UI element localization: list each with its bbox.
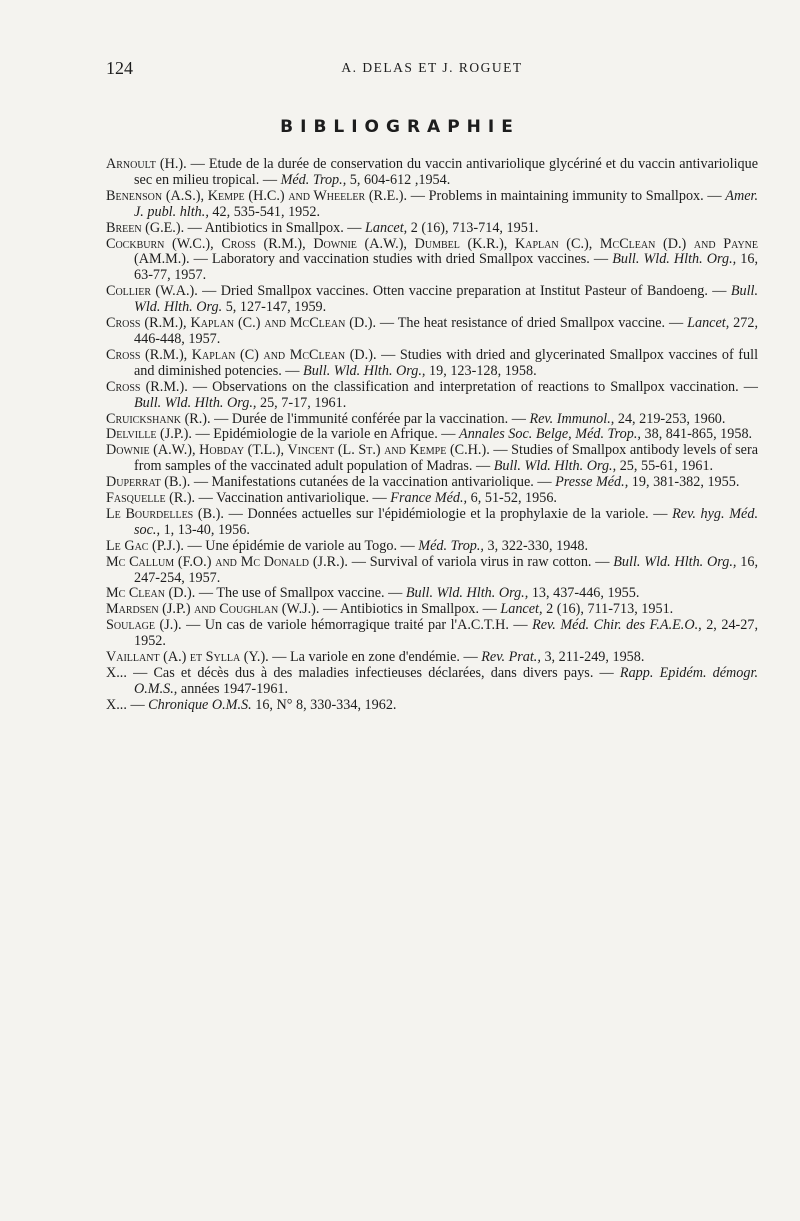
- reference-authors: Arnoult (H.).: [106, 156, 187, 172]
- reference-entry: [106, 412, 758, 428]
- reference-citation: 19, 123-128, 1958.: [425, 362, 537, 379]
- reference-journal: Bull. Wld. Hlth. Org.,: [405, 585, 529, 602]
- reference-journal: Lancet,: [500, 601, 543, 618]
- reference-citation: 16, 63-77, 1957.: [134, 251, 758, 284]
- running-head: A. DELAS ET J. ROGUET: [341, 60, 523, 75]
- reference-citation: 2 (16), 711-713, 1951.: [542, 601, 674, 618]
- reference-journal: Rev. Immunol.,: [529, 410, 615, 427]
- page-number: 124: [106, 58, 133, 78]
- reference-entry: [106, 539, 758, 555]
- reference-journal: France Méd.,: [390, 490, 468, 507]
- reference-entry: [106, 618, 758, 650]
- reference-title: — The heat resistance of dried Smallpox vaccine. —: [376, 315, 688, 332]
- reference-journal: Annales Soc. Belge, Méd. Trop.,: [459, 426, 641, 443]
- reference-journal: Bull. Wld. Hlth. Org.,: [613, 553, 737, 570]
- reference-citation: années 1947-1961.: [177, 680, 289, 697]
- reference-citation: 19, 381-382, 1955.: [628, 474, 740, 491]
- reference-entry: [106, 491, 758, 507]
- reference-title: — Antibiotics in Smallpox. —: [184, 219, 366, 236]
- reference-authors: X...: [106, 665, 127, 681]
- reference-authors: Delville (J.P.).: [106, 426, 192, 443]
- reference-journal: Lancet,: [365, 219, 408, 236]
- reference-citation: 3, 322-330, 1948.: [483, 537, 589, 554]
- reference-authors: Benenson (A.S.), Kempe (H.C.) and Wheeler (R.E.).: [106, 187, 408, 204]
- reference-title: — Un cas de variole hémorragique traité par l'A.C.T.H. —: [181, 617, 533, 634]
- reference-authors: Downie (A.W.), Hobday (T.L.), Vincent (L. St.) and Kempe (C.H.).: [106, 442, 490, 459]
- reference-entry: [106, 602, 758, 618]
- reference-title: — Antibiotics in Smallpox. —: [319, 601, 501, 618]
- reference-authors: Mc Clean (D.).: [106, 585, 196, 602]
- reference-entry: [106, 507, 758, 539]
- reference-citation: 38, 841-865, 1958.: [640, 426, 753, 443]
- reference-entry: [106, 237, 758, 285]
- reference-title: — Problems in maintaining immunity to Smallpox. —: [407, 187, 726, 204]
- reference-authors: Mardsen (J.P.) and Coughlan (W.J.).: [106, 601, 320, 618]
- reference-title: — Laboratory and vaccination studies with dried Smallpox vaccines. —: [189, 251, 613, 268]
- page-header: [106, 58, 758, 82]
- reference-authors: Cross (R.M.), Kaplan (C.) and McClean (D.).: [106, 315, 377, 332]
- reference-journal: Rapp. Epidém. démogr. O.M.S.,: [134, 665, 758, 697]
- reference-title: — Studies with dried and glycerinated Smallpox vaccines of full and diminished potencies. —: [134, 346, 759, 379]
- reference-title: — La variole en zone d'endémie. —: [268, 649, 482, 666]
- reference-journal: Bull. Wld. Hlth. Org.,: [303, 362, 426, 379]
- reference-citation: 3, 211-249, 1958.: [540, 649, 645, 666]
- reference-citation: 272, 446-448, 1957.: [134, 315, 759, 347]
- reference-title: — Vaccination antivariolique. —: [195, 490, 391, 507]
- reference-entry: [106, 666, 758, 698]
- reference-title: —: [126, 696, 149, 713]
- reference-list: [106, 157, 758, 714]
- reference-title: — Une épidémie de variole au Togo. —: [183, 537, 419, 554]
- reference-citation: 1, 13-40, 1956.: [160, 521, 250, 538]
- reference-authors: Collier (W.A.).: [106, 283, 198, 300]
- section-title: BIBLIOGRAPHIE: [280, 117, 520, 137]
- reference-entry: [106, 555, 758, 587]
- reference-journal: Lancet,: [687, 315, 730, 332]
- reference-authors: Breen (G.E.).: [106, 219, 185, 236]
- reference-authors: Vaillant (A.) et Sylla (Y.).: [106, 649, 269, 666]
- reference-title: — Etude de la durée de conservation du vaccin antivariolique glycériné et du vaccin antivariolique sec en milieu tropical. —: [134, 156, 758, 188]
- reference-entry: [106, 475, 758, 491]
- reference-journal: Bull. Wld. Hlth. Org.,: [493, 458, 617, 475]
- reference-entry: [106, 348, 758, 380]
- reference-authors: Le Bourdelles (B.).: [106, 505, 224, 522]
- reference-entry: [106, 189, 758, 221]
- reference-entry: [106, 157, 758, 189]
- reference-citation: 24, 219-253, 1960.: [614, 410, 726, 427]
- reference-entry: [106, 380, 758, 412]
- reference-journal: Méd. Trop.,: [280, 171, 347, 188]
- reference-citation: 6, 51-52, 1956.: [467, 490, 557, 507]
- reference-journal: Méd. Trop.,: [418, 537, 484, 554]
- reference-entry: [106, 221, 758, 237]
- reference-authors: Cruickshank (R.).: [106, 410, 211, 427]
- reference-authors: X...: [106, 696, 127, 713]
- reference-citation: 25, 7-17, 1961.: [256, 394, 347, 411]
- reference-journal: Bull. Wld. Hlth. Org.,: [134, 394, 257, 411]
- reference-authors: Soulage (J.).: [106, 617, 182, 634]
- reference-title: — Observations on the classification and interpretation of reactions to Smallpox vaccination. —: [187, 378, 758, 395]
- reference-citation: 2 (16), 713-714, 1951.: [407, 219, 539, 236]
- reference-title: — Studies of Smallpox antibody levels of sera from samples of the vaccinated adult population of Madras. —: [134, 442, 758, 475]
- reference-journal: Amer. J. publ. hlth.,: [134, 187, 758, 220]
- reference-journal: Chronique O.M.S.: [148, 696, 252, 713]
- reference-title: — Données actuelles sur l'épidémiologie et la prophylaxie de la variole. —: [223, 505, 673, 522]
- reference-journal: Rev. hyg. Méd. soc.,: [134, 505, 758, 538]
- reference-title: — Epidémiologie de la variole en Afrique. —: [191, 426, 460, 443]
- reference-entry: [106, 443, 758, 475]
- reference-citation: 2, 24-27, 1952.: [134, 617, 758, 650]
- reference-title: — Cas et décès dus à des maladies infectieuses déclarées, dans divers pays. —: [126, 665, 620, 681]
- reference-authors: Fasquelle (R.).: [106, 490, 196, 507]
- reference-title: — Dried Smallpox vaccines. Otten vaccine preparation at Institut Pasteur of Bandoeng. —: [197, 283, 731, 300]
- reference-authors: Mc Callum (F.O.) and Mc Donald (J.R.).: [106, 553, 348, 570]
- reference-authors: Cross (R.M.), Kaplan (C) and McClean (D.).: [106, 346, 377, 363]
- reference-journal: Rev. Méd. Chir. des F.A.E.O.,: [532, 617, 702, 634]
- reference-citation: 16, N° 8, 330-334, 1962.: [251, 696, 397, 713]
- reference-authors: Cross (R.M.).: [106, 378, 188, 395]
- reference-journal: Bull. Wld. Hlth. Org.,: [612, 251, 737, 268]
- reference-title: — Manifestations cutanées de la vaccination antivariolique. —: [190, 474, 556, 491]
- reference-citation: 5, 604-612 ,1954.: [346, 171, 451, 188]
- reference-entry: [106, 316, 758, 348]
- reference-title: — The use of Smallpox vaccine. —: [195, 585, 406, 602]
- reference-journal: Presse Méd.,: [555, 474, 629, 491]
- reference-citation: 42, 535-541, 1952.: [208, 203, 321, 220]
- reference-title: — Survival of variola virus in raw cotton. —: [347, 553, 614, 570]
- reference-citation: 25, 55-61, 1961.: [616, 458, 714, 475]
- reference-entry: [106, 650, 758, 666]
- reference-authors: Le Gac (P.J.).: [106, 537, 184, 554]
- reference-citation: 5, 127-147, 1959.: [222, 299, 327, 316]
- reference-citation: 16, 247-254, 1957.: [134, 553, 759, 586]
- reference-title: — Durée de l'immunité conférée par la vaccination. —: [210, 410, 530, 427]
- reference-entry: [106, 427, 758, 443]
- reference-entry: [106, 284, 758, 316]
- reference-authors: Duperrat (B.).: [106, 474, 191, 491]
- reference-entry: [106, 698, 758, 714]
- reference-journal: Rev. Prat.,: [481, 649, 541, 666]
- reference-journal: Bull. Wld. Hlth. Org.: [134, 283, 759, 316]
- reference-authors: Cockburn (W.C.), Cross (R.M.), Downie (A.W.), Dumbel (K.R.), Kaplan (C.), McClean (D.) and Payne (AM.M.).: [106, 235, 758, 268]
- reference-citation: 13, 437-446, 1955.: [528, 585, 640, 602]
- reference-entry: [106, 586, 758, 602]
